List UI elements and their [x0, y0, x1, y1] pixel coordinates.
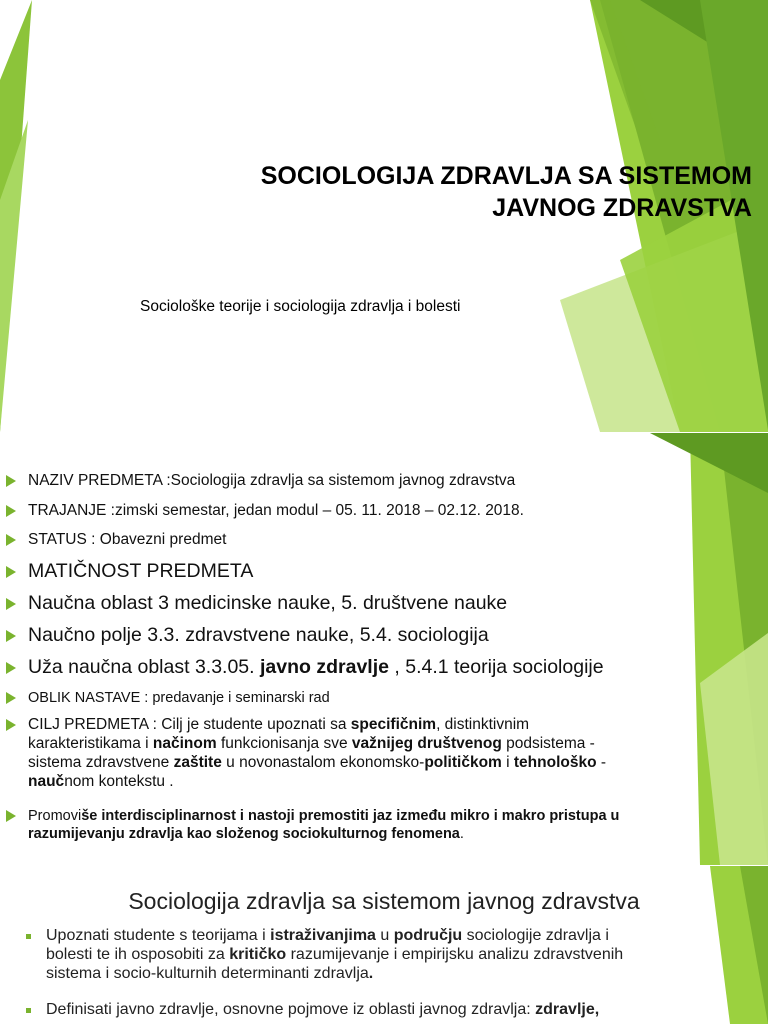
- list-item: Upoznati studente s teorijama i istraživanjima u području sociologije zdravlja i bolesti te ih osposobiti za kritičko razumijevanje i empirijsku analizu zdravstvenih sistema i socio-kulturnih determinanti zdravlja.: [46, 927, 624, 982]
- arrow-bullet-icon: [6, 534, 16, 546]
- arrow-bullet-icon: [6, 630, 16, 642]
- green-decoration: [0, 433, 768, 865]
- slide-title: SOCIOLOGIJA ZDRAVLJA SA SISTEMOM JAVNOG ZDRAVSTVA: [260, 162, 752, 222]
- arrow-bullet-icon: [6, 810, 16, 822]
- arrow-bullet-icon: [6, 566, 16, 578]
- arrow-bullet-icon: [6, 505, 16, 517]
- slide-title: Sociologija zdravlja sa sistemom javnog zdravstva: [128, 888, 640, 914]
- arrow-bullet-icon: [6, 598, 16, 610]
- course-goals-slide: [0, 866, 768, 1024]
- square-bullet-icon: [26, 934, 31, 939]
- slide-subtitle: Sociološke teorije i sociologija zdravlja i bolesti: [140, 298, 461, 315]
- arrow-bullet-icon: [6, 475, 16, 487]
- arrow-bullet-icon: [6, 662, 16, 674]
- arrow-bullet-icon: [6, 692, 16, 704]
- title-slide: [0, 0, 768, 432]
- list-item: Definisati javno zdravlje, osnovne pojmove iz oblasti javnog zdravlja: zdravlje,: [46, 1001, 600, 1018]
- square-bullet-icon: [26, 1008, 31, 1013]
- arrow-bullet-icon: [6, 719, 16, 731]
- course-info-slide: NAZIV PREDMETA :Sociologija zdravlja sa sistemom javnog zdravstva TRAJANJE :zimski semestar, jedan modul – 05. 11. 2018 – 02.12. 2018. STATUS : Obavezni predmet MATIČNOST PREDMETA Naučna oblast 3 medicinske nauke, 5. društvene nauke Naučno polje 3.3. zdravstvene nauke, 5.4. sociologija Uža naučna oblast 3.3.05. javno zdravlje , 5.4.1 teorija sociologije OBLIK NASTAVE : predavanje i seminarski rad CILJ PREDMETA : Cilj je studente upoznati sa specifičnim, distinktivnim karakteristikama i načinom funkcionisanja sve važnijeg društvenog podsistema - sistema zdravstvene zaštite u novonastalom ekonomsko-političkom i tehnološko - naučnom kontekstu . Promoviše interdisciplinarnost i nastoji premostiti jaz između mikro i makro pristupa u razumijevanju zdravlja kao složenog sociokulturnog fenomena.: [0, 433, 768, 865]
